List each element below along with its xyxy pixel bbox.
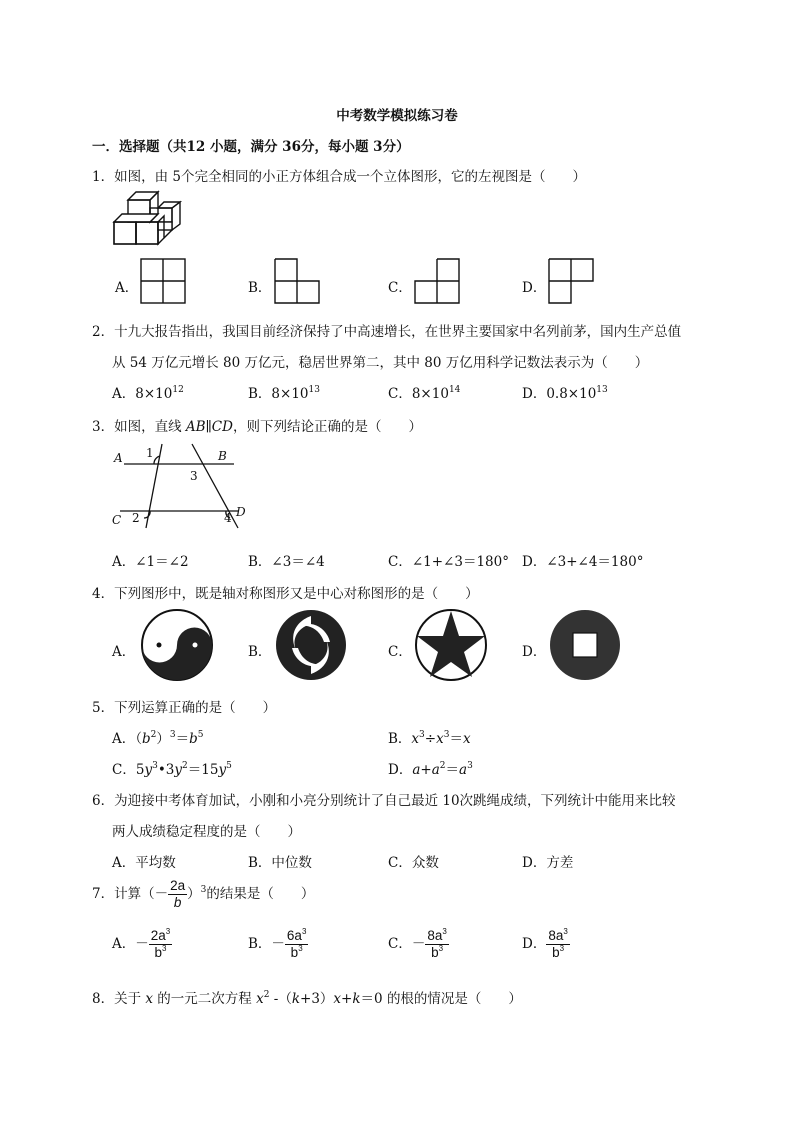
q4-swirl-icon xyxy=(274,608,348,682)
q6-opt-b: B．中位数 xyxy=(248,855,312,871)
q6-stem-line2: 两人成绩稳定程度的是（ ） xyxy=(112,824,301,840)
q1-opt-b-label: B． xyxy=(248,280,272,296)
q3-label-c: C xyxy=(112,513,122,527)
q4-stem: 4．下列图形中，既是轴对称图形又是中心对称图形的是（ ） xyxy=(92,586,479,602)
q3-angle-1: 1 xyxy=(146,446,154,460)
q6-opt-c: C．众数 xyxy=(388,855,439,871)
q5-opt-d: D．$a+a^2=a^3$ xyxy=(388,761,473,778)
q1-cube-figure xyxy=(112,190,184,250)
q6-opt-a: A．平均数 xyxy=(112,855,176,871)
q4-coin-icon xyxy=(548,608,622,682)
q1-opt-d-figure xyxy=(548,258,596,306)
q3-angle-4: 4 xyxy=(224,511,232,525)
q3-opt-c: C．∠1+∠3＝180° xyxy=(388,554,509,570)
q6-opt-d: D．方差 xyxy=(522,855,574,871)
q4-opt-d-label: D． xyxy=(522,644,547,660)
q2-stem-line2: 从 54 万亿元增长 80 万亿元，稳居世界第二，其中 80 万亿用科学记数法表示为（ ） xyxy=(112,355,649,371)
q1-opt-d-label: D． xyxy=(522,280,547,296)
q1-opt-b-figure xyxy=(274,258,322,306)
q1-opt-c-label: C． xyxy=(388,280,412,296)
q3-label-a: A xyxy=(114,451,123,465)
q7-opt-c: C．－ $\frac{8a^3}{b^3}$ xyxy=(388,927,447,960)
q1-opt-c-figure xyxy=(414,258,462,306)
q2-stem-line1: 2．十九大报告指出，我国目前经济保持了中高速增长，在世界主要国家中名列前茅，国内生产总值 xyxy=(92,324,682,340)
q7-stem: 7．计算（－ $\frac{2a}{b}$ ）$^3$的结果是（ ） xyxy=(92,878,315,910)
q3-stem: 3．如图，直线 AB∥CD，则下列结论正确的是（ ） xyxy=(92,419,422,435)
q4-opt-c-label: C． xyxy=(388,644,412,660)
page-title: 中考数学模拟练习卷 xyxy=(336,108,458,124)
q2-opt-b: B．$8\times 10^{13}$ xyxy=(248,385,320,402)
q4-yinyang-icon xyxy=(140,608,214,682)
q3-angle-2: 2 xyxy=(132,511,140,525)
q7-stem-fraction: $\frac{2a}{b}$ xyxy=(170,878,186,910)
q7-opt-b: B．－ $\frac{6a^3}{b^3}$ xyxy=(248,927,307,960)
q5-stem: 5．下列运算正确的是（ ） xyxy=(92,700,277,716)
q1-opt-a-figure xyxy=(140,258,188,306)
q4-opt-b-label: B． xyxy=(248,644,272,660)
q3-opt-b: B．∠3＝∠4 xyxy=(248,554,325,570)
q3-parallel-lines-figure xyxy=(110,442,250,530)
q1-stem: 1．如图，由 5个完全相同的小正方体组合成一个立体图形，它的左视图是（ ） xyxy=(92,169,586,185)
q4-star-icon xyxy=(414,608,488,682)
q6-stem-line1: 6．为迎接中考体育加试，小刚和小亮分别统计了自己最近 10次跳绳成绩，下列统计中能用来比较 xyxy=(92,793,676,809)
q7-opt-a: A．－ $\frac{2a^3}{b^3}$ xyxy=(112,927,171,960)
q5-opt-b: B．$x^3\div x^3=x$ xyxy=(388,730,471,747)
q4-opt-a-label: A． xyxy=(112,644,136,660)
q5-opt-c: C．$5y^3•3y^2=15y^5$ xyxy=(112,761,232,778)
q2-opt-d: D．$0.8\times 10^{13}$ xyxy=(522,385,608,402)
q3-opt-a: A．∠1＝∠2 xyxy=(112,554,189,570)
q2-opt-a: A．$8\times 10^{12}$ xyxy=(112,385,184,402)
q7-opt-d: D． $\frac{8a^3}{b^3}$ xyxy=(522,927,568,960)
q1-opt-a-label: A． xyxy=(115,280,139,296)
q3-opt-d: D．∠3+∠4＝180° xyxy=(522,554,644,570)
q5-opt-a: A．$(b^2)^3=b^5$ xyxy=(112,730,204,747)
section-heading: 一．选择题（共12 小题，满分 36分，每小题 3分） xyxy=(92,139,410,155)
q3-angle-3: 3 xyxy=(190,469,198,483)
q3-label-b: B xyxy=(218,449,227,463)
q8-stem: 8．关于 x 的一元二次方程 $x^2$ -（k+3）x+k＝0 的根的情况是（ ） xyxy=(92,990,522,1007)
q2-opt-c: C．$8\times 10^{14}$ xyxy=(388,385,461,402)
q3-label-d: D xyxy=(236,505,246,519)
